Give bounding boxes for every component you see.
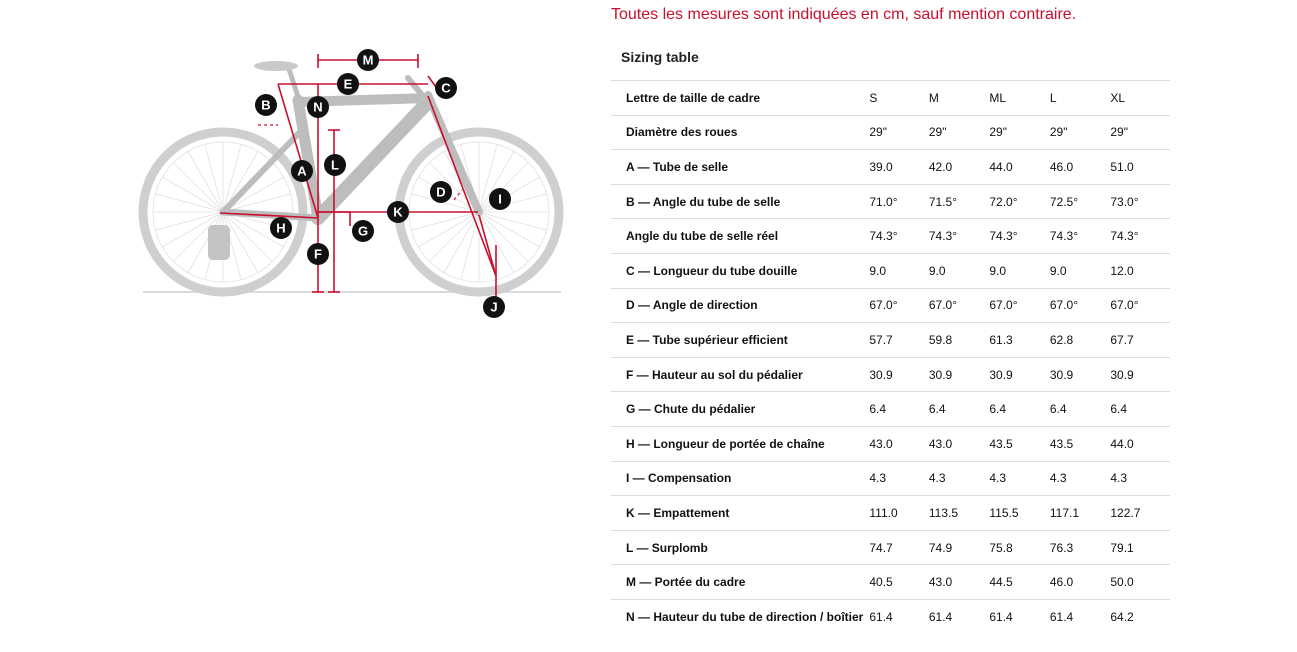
row-value: 29" <box>1050 115 1111 150</box>
row-value: 51.0 <box>1110 150 1170 185</box>
dimension-badge-d <box>430 181 452 203</box>
table-row <box>611 323 1170 358</box>
bike-geometry-diagram <box>128 40 578 330</box>
table-row <box>611 357 1170 392</box>
table-row <box>611 530 1170 565</box>
row-value: 75.8 <box>989 530 1050 565</box>
row-value: 113.5 <box>929 496 990 531</box>
row-label: C — Longueur du tube douille <box>611 253 869 288</box>
row-value: 46.0 <box>1050 565 1111 600</box>
row-value: 6.4 <box>929 392 990 427</box>
row-value: 61.3 <box>989 323 1050 358</box>
row-value: 39.0 <box>869 150 929 185</box>
row-value: 76.3 <box>1050 530 1111 565</box>
row-value: 43.5 <box>1050 426 1111 461</box>
dimension-badge-f <box>307 243 329 265</box>
row-value: 29" <box>1110 115 1170 150</box>
row-value: 30.9 <box>1050 357 1111 392</box>
row-value: 6.4 <box>1050 392 1111 427</box>
row-value: 44.0 <box>1110 426 1170 461</box>
row-value: 67.0° <box>929 288 990 323</box>
table-row <box>611 184 1170 219</box>
row-value: 74.7 <box>869 530 929 565</box>
row-value: 4.3 <box>1110 461 1170 496</box>
svg-text:K: K <box>393 204 403 220</box>
row-label: K — Empattement <box>611 496 869 531</box>
row-label: A — Tube de selle <box>611 150 869 185</box>
row-value: 6.4 <box>989 392 1050 427</box>
row-label: Angle du tube de selle réel <box>611 219 869 254</box>
row-value: 67.0° <box>1050 288 1111 323</box>
size-m-header: M <box>929 81 990 116</box>
row-value: 29" <box>929 115 990 150</box>
row-value: 72.0° <box>989 184 1050 219</box>
size-l-header: L <box>1050 81 1111 116</box>
row-label: I — Compensation <box>611 461 869 496</box>
row-value: 74.3° <box>1050 219 1111 254</box>
row-value: 61.4 <box>989 599 1050 634</box>
row-label: D — Angle de direction <box>611 288 869 323</box>
row-value: 71.0° <box>869 184 929 219</box>
row-value: 30.9 <box>989 357 1050 392</box>
row-value: 67.7 <box>1110 323 1170 358</box>
row-value: 117.1 <box>1050 496 1111 531</box>
dimension-badge-c <box>435 77 457 99</box>
dimension-badge-g <box>352 220 374 242</box>
row-value: 61.4 <box>929 599 990 634</box>
svg-text:F: F <box>314 246 322 262</box>
size-xl-header: XL <box>1110 81 1170 116</box>
row-value: 61.4 <box>1050 599 1111 634</box>
dimension-badge-m <box>357 49 379 71</box>
row-value: 57.7 <box>869 323 929 358</box>
svg-text:D: D <box>436 184 446 200</box>
svg-text:L: L <box>331 157 339 173</box>
row-value: 29" <box>989 115 1050 150</box>
row-value: 43.0 <box>929 426 990 461</box>
row-value: 50.0 <box>1110 565 1170 600</box>
row-value: 4.3 <box>989 461 1050 496</box>
row-value: 64.2 <box>1110 599 1170 634</box>
svg-text:I: I <box>498 191 502 207</box>
table-row <box>611 253 1170 288</box>
row-label: F — Hauteur au sol du pédalier <box>611 357 869 392</box>
row-value: 74.3° <box>1110 219 1170 254</box>
row-label: Diamètre des roues <box>611 115 869 150</box>
row-value: 67.0° <box>989 288 1050 323</box>
table-row <box>611 288 1170 323</box>
row-value: 9.0 <box>989 253 1050 288</box>
row-label: H — Longueur de portée de chaîne <box>611 426 869 461</box>
dimension-badge-l <box>324 154 346 176</box>
size-ml-header: ML <box>989 81 1050 116</box>
row-value: 30.9 <box>929 357 990 392</box>
dimension-badge-b <box>255 94 277 116</box>
row-value: 61.4 <box>869 599 929 634</box>
row-value: 43.0 <box>869 426 929 461</box>
row-value: 29" <box>869 115 929 150</box>
row-label: G — Chute du pédalier <box>611 392 869 427</box>
row-value: 71.5° <box>929 184 990 219</box>
row-value: 46.0 <box>1050 150 1111 185</box>
row-value: 74.9 <box>929 530 990 565</box>
row-value: 4.3 <box>1050 461 1111 496</box>
row-value: 74.3° <box>989 219 1050 254</box>
header-label: Lettre de taille de cadre <box>611 81 869 116</box>
row-value: 73.0° <box>1110 184 1170 219</box>
svg-text:A: A <box>297 163 307 179</box>
row-label: E — Tube supérieur efficient <box>611 323 869 358</box>
row-value: 74.3° <box>869 219 929 254</box>
row-value: 42.0 <box>929 150 990 185</box>
dimension-badge-n <box>307 96 329 118</box>
row-value: 43.5 <box>989 426 1050 461</box>
row-value: 4.3 <box>929 461 990 496</box>
row-label: B — Angle du tube de selle <box>611 184 869 219</box>
table-row <box>611 565 1170 600</box>
row-value: 115.5 <box>989 496 1050 531</box>
row-value: 43.0 <box>929 565 990 600</box>
table-row <box>611 150 1170 185</box>
svg-text:J: J <box>490 299 498 315</box>
dimension-badge-k <box>387 201 409 223</box>
table-header-row <box>611 81 1170 116</box>
row-label: N — Hauteur du tube de direction / boîtier <box>611 599 869 634</box>
dimension-badge-h <box>270 217 292 239</box>
svg-text:E: E <box>343 76 353 92</box>
row-value: 44.5 <box>989 565 1050 600</box>
dimension-badge-e <box>337 73 359 95</box>
sizing-table-title: Sizing table <box>621 49 699 65</box>
row-value: 59.8 <box>929 323 990 358</box>
row-value: 62.8 <box>1050 323 1111 358</box>
table-row <box>611 599 1170 634</box>
row-value: 9.0 <box>1050 253 1111 288</box>
row-value: 44.0 <box>989 150 1050 185</box>
svg-text:M: M <box>362 52 374 68</box>
row-value: 67.0° <box>869 288 929 323</box>
row-value: 111.0 <box>869 496 929 531</box>
svg-text:N: N <box>313 99 323 115</box>
row-value: 9.0 <box>929 253 990 288</box>
table-row <box>611 392 1170 427</box>
row-value: 122.7 <box>1110 496 1170 531</box>
dimension-badge-j <box>483 296 505 318</box>
row-value: 4.3 <box>869 461 929 496</box>
sizing-table <box>611 80 1170 634</box>
svg-text:C: C <box>441 80 451 96</box>
row-value: 72.5° <box>1050 184 1111 219</box>
table-row <box>611 426 1170 461</box>
svg-text:B: B <box>261 97 271 113</box>
row-value: 6.4 <box>1110 392 1170 427</box>
row-value: 12.0 <box>1110 253 1170 288</box>
table-row <box>611 496 1170 531</box>
row-value: 9.0 <box>869 253 929 288</box>
svg-text:H: H <box>276 220 286 236</box>
dimension-badge-i <box>489 188 511 210</box>
row-value: 67.0° <box>1110 288 1170 323</box>
table-row <box>611 461 1170 496</box>
table-row <box>611 115 1170 150</box>
row-label: M — Portée du cadre <box>611 565 869 600</box>
row-value: 79.1 <box>1110 530 1170 565</box>
row-label: L — Surplomb <box>611 530 869 565</box>
svg-text:G: G <box>357 223 369 239</box>
table-row <box>611 219 1170 254</box>
row-value: 74.3° <box>929 219 990 254</box>
row-value: 40.5 <box>869 565 929 600</box>
row-value: 6.4 <box>869 392 929 427</box>
measurement-notice: Toutes les mesures sont indiquées en cm, sauf mention contraire. <box>611 6 1077 23</box>
size-s-header: S <box>869 81 929 116</box>
row-value: 30.9 <box>1110 357 1170 392</box>
row-value: 30.9 <box>869 357 929 392</box>
dimension-badge-a <box>291 160 313 182</box>
